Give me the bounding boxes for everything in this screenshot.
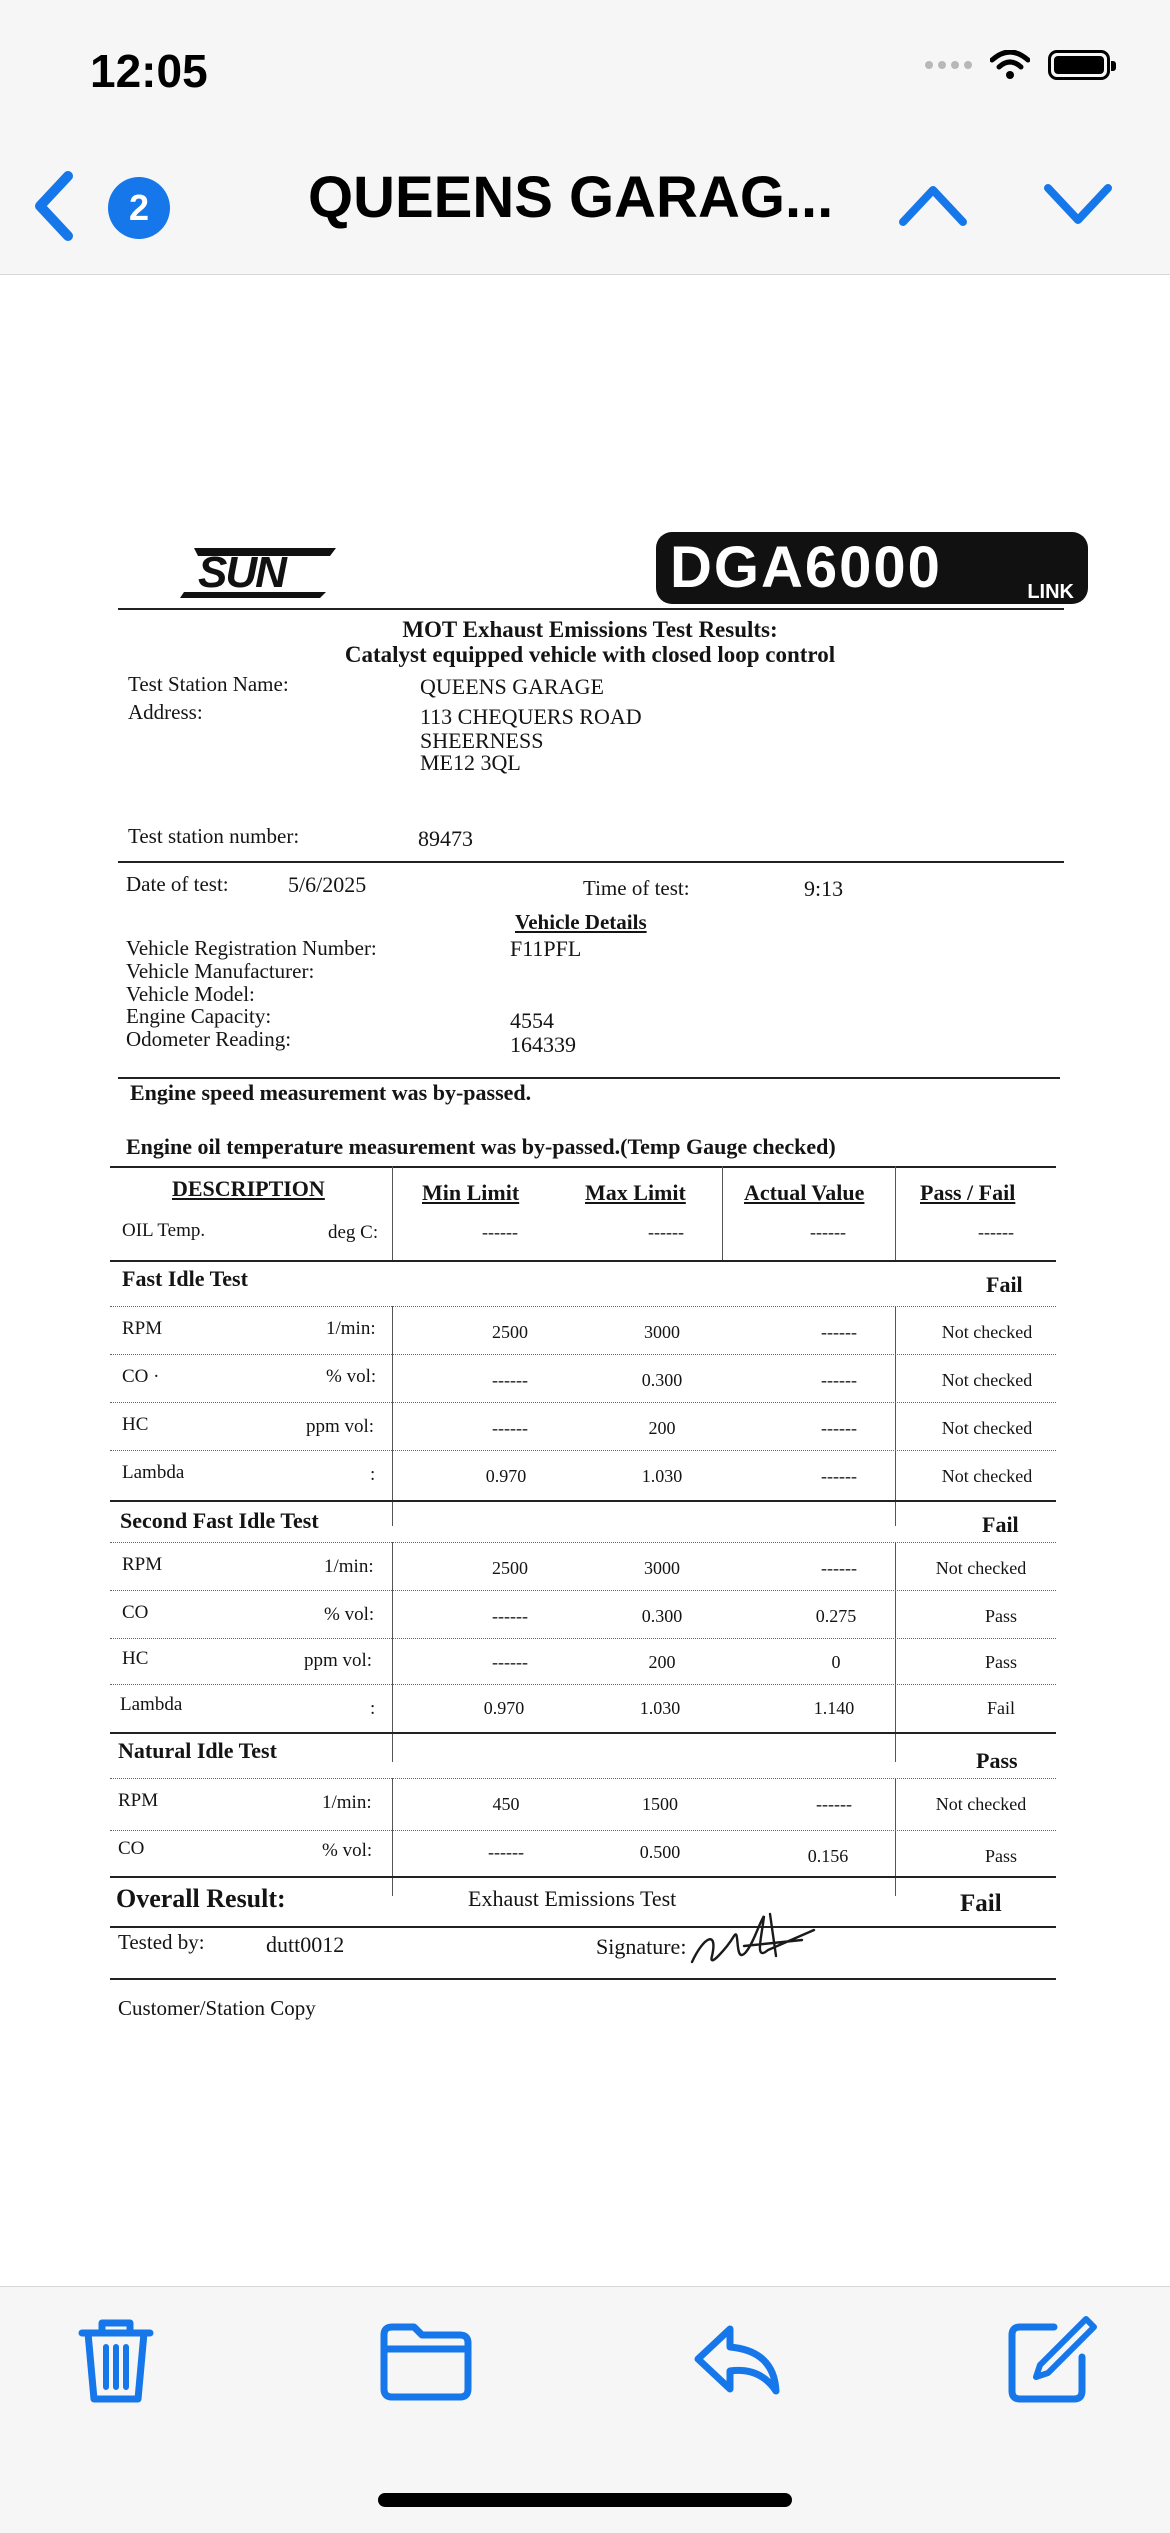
vehicle-model-label: Vehicle Model: xyxy=(126,982,255,1006)
column-header: Max Limit xyxy=(585,1180,686,1205)
oil-temp-label: OIL Temp. xyxy=(122,1220,206,1241)
message-title: QUEENS GARAG... xyxy=(308,165,834,230)
bottom-toolbar xyxy=(0,2286,1170,2533)
chevron-up-icon[interactable] xyxy=(895,176,971,232)
address-line: ME12 3QL xyxy=(420,750,521,775)
chevron-down-icon[interactable] xyxy=(1040,176,1116,232)
vehicle-details-heading: Vehicle Details xyxy=(515,910,647,934)
oil-temp-max: ------ xyxy=(648,1222,684,1242)
oil-temp-min: ------ xyxy=(482,1222,518,1242)
overall-result-value: Fail xyxy=(960,1890,1002,1917)
divider xyxy=(118,1077,1060,1079)
overall-test-name: Exhaust Emissions Test xyxy=(468,1886,677,1911)
time-value: 9:13 xyxy=(804,876,844,901)
home-indicator[interactable] xyxy=(378,2493,792,2507)
trash-icon[interactable] xyxy=(68,2311,164,2407)
engine-speed-note: Engine speed measurement was by-passed. xyxy=(130,1080,532,1105)
address-label: Address: xyxy=(128,700,203,724)
document-title: MOT Exhaust Emissions Test Results: xyxy=(402,617,778,642)
section-result: Fail xyxy=(986,1272,1023,1297)
sun-logo: SUN xyxy=(180,544,340,598)
section-title: Fast Idle Test xyxy=(122,1266,248,1291)
address-line: SHEERNESS xyxy=(420,728,544,753)
back-chevron-icon[interactable] xyxy=(24,166,84,246)
tested-by-label: Tested by: xyxy=(118,1930,205,1954)
station-number-value: 89473 xyxy=(418,826,473,851)
station-name-label: Test Station Name: xyxy=(128,672,289,696)
compose-icon[interactable] xyxy=(1002,2311,1098,2407)
engine-capacity-label: Engine Capacity: xyxy=(126,1004,272,1028)
cellular-signal-icon xyxy=(925,61,972,69)
divider xyxy=(118,608,1064,610)
date-label: Date of test: xyxy=(126,872,229,896)
time-label: Time of test: xyxy=(583,876,690,900)
section-title: Second Fast Idle Test xyxy=(120,1508,319,1533)
column-header: Min Limit xyxy=(422,1180,520,1205)
column-header: Pass / Fail xyxy=(920,1180,1016,1205)
vehicle-manufacturer-label: Vehicle Manufacturer: xyxy=(126,959,315,983)
station-number-label: Test station number: xyxy=(128,824,300,848)
overall-result-label: Overall Result: xyxy=(116,1884,286,1913)
navigation-header xyxy=(0,0,1170,275)
station-name-value: QUEENS GARAGE xyxy=(420,674,604,699)
column-header: Actual Value xyxy=(744,1180,865,1205)
oil-temp-unit: deg C: xyxy=(328,1222,379,1243)
status-icons xyxy=(925,50,1110,80)
odometer-value: 164339 xyxy=(510,1032,576,1057)
handwritten-signature xyxy=(684,1896,824,1976)
section-title: Natural Idle Test xyxy=(118,1738,277,1763)
battery-icon xyxy=(1048,50,1110,80)
folder-icon[interactable] xyxy=(378,2311,474,2407)
signature-label: Signature: xyxy=(596,1934,687,1959)
address-line: 113 CHEQUERS ROAD xyxy=(420,704,642,729)
divider xyxy=(118,861,1064,863)
section-result: Fail xyxy=(982,1512,1019,1537)
column-header: DESCRIPTION xyxy=(172,1176,325,1201)
vehicle-reg-label: Vehicle Registration Number: xyxy=(126,936,377,960)
oil-temp-actual: ------ xyxy=(810,1222,846,1242)
dga6000-logo: DGA6000 LINK xyxy=(656,532,1088,604)
unread-count-badge[interactable]: 2 xyxy=(108,177,170,239)
odometer-label: Odometer Reading: xyxy=(126,1027,292,1051)
section-result: Pass xyxy=(976,1748,1018,1773)
tested-by-value: dutt0012 xyxy=(266,1932,345,1957)
wifi-icon xyxy=(990,50,1030,80)
date-value: 5/6/2025 xyxy=(288,872,367,897)
vehicle-reg-value: F11PFL xyxy=(510,936,582,961)
oil-temp-note: Engine oil temperature measurement was by-passed.(Temp Gauge checked) xyxy=(126,1134,836,1159)
reply-icon[interactable] xyxy=(690,2311,786,2407)
document-subtitle: Catalyst equipped vehicle with closed loop control xyxy=(344,642,836,667)
oil-temp-result: ------ xyxy=(978,1222,1014,1242)
customer-copy-label: Customer/Station Copy xyxy=(118,1996,316,2020)
scanned-document: SUN DGA6000 LINK MOT Exhaust Emissions Test Results: Catalyst equipped vehicle with closed loop control Test Station Name: QUEENS GARAGE Address: 113 CHEQUERS ROAD SHEERNESS ME12 3QL Test station number: 89473 Date of test: 5/6/2025 Time of test: 9:13 Vehicle Details Vehicle Registration Number: F11PFL Vehicle Manufacturer: Vehicle Model: Engine Capacity: 4554 Odometer Reading: 164339 Engine speed measurement was by-passed. Engine oil temperature measurement was by-passed.(Temp Gauge checked) DESCRIPTION Min Limit Max Limit Actual Value Pass / Fail OIL Temp. deg C: ------ ------ ------ ------ Fast Idle Test Fail RPM 1/min: 2500 3000 ------ Not checked CO · % vol: ------ 0.300 ------ Not checked HC ppm vol: ------ 200 ------ Not checked Lambda : 0.970 1.030 ------ Not checked Second Fast Idle Test Fail RPM 1/min: 2500 3000 ------ Not checked CO % vol: ------ 0.300 0.275 Pass HC ppm vol: ------ 200 0 Pass Lambda : 0.970 1.030 1.140 Fail Natural Idle Test Pass RPM 1/min: 450 1500 ------ Not checked CO % vol: ------ 0.500 0.156 Pass Overall Result: Exhaust Emissions Test Fail Tested by: dutt0012 Signature: Customer/Station Copy xyxy=(0,276,1170,2286)
status-time: 12:05 xyxy=(90,45,208,97)
engine-capacity-value: 4554 xyxy=(510,1008,554,1033)
